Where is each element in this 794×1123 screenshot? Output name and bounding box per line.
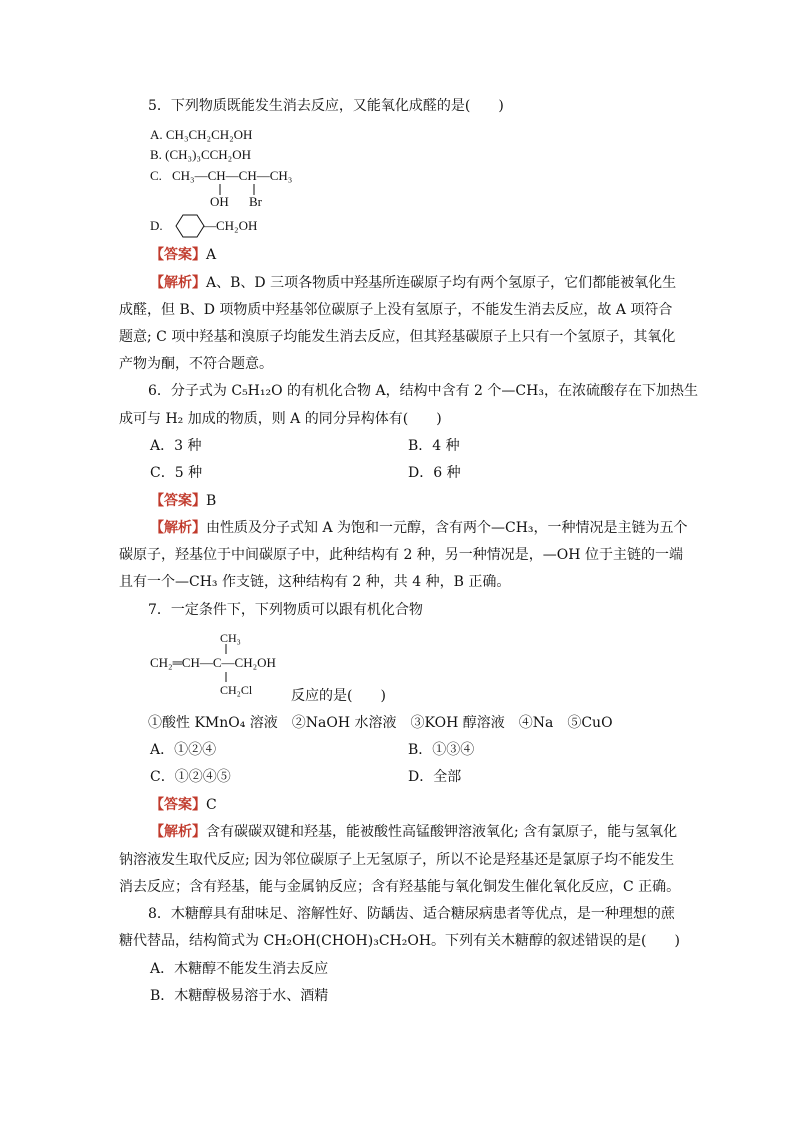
- q5-explanation-line-4: 产物为酮，不符合题意。: [119, 356, 273, 372]
- explanation-tag: 【解析】: [150, 520, 206, 536]
- q6-option-d: D．6 种: [408, 465, 461, 481]
- q6-explanation-line-2: 碳原子，羟基位于中间碳原子中，此种结构有 2 种，另一种情况是，—OH 位于主链的一端: [119, 547, 683, 563]
- q6-explanation-line-3: 且有一个—CH₃ 作支链，这种结构有 2 种，共 4 种，B 正确。: [119, 574, 511, 590]
- q8-option-b: B．木糖醇极易溶于水、酒精: [150, 988, 329, 1004]
- q7-option-b: B．①③④: [408, 742, 475, 758]
- q6-option-b: B．4 种: [408, 438, 460, 454]
- explanation-tag: 【解析】: [150, 275, 206, 291]
- q5-option-a: A. CH₃CH₂CH₂OH: [150, 127, 253, 142]
- q5-option-b: B. (CH₃)₃CCH₂OH: [150, 147, 251, 162]
- q7-stem: 7．一定条件下，下列物质可以跟有机化合物: [148, 602, 423, 618]
- q5-answer: [150, 245, 216, 265]
- explanation-tag: 【解析】: [150, 824, 206, 840]
- q7-option-d: D．全部: [408, 769, 462, 785]
- answer-value: A: [206, 247, 217, 263]
- q8-option-a: A．木糖醇不能发生消去反应: [150, 961, 329, 977]
- q7-explanation-line-1: [150, 822, 677, 842]
- q7-stem-tail: 反应的是( ): [291, 688, 386, 704]
- q5-option-c-br: Br: [249, 194, 262, 209]
- q5-explanation-line-2: 成醛，但 B、D 项物质中羟基邻位碳原子上没有氢原子，不能发生消去反应，故 A 项符合: [119, 302, 673, 318]
- q6-stem-line-1: 6．分子式为 C₅H₁₂O 的有机化合物 A，结构中含有 2 个—CH₃，在浓硫酸存在下加热生: [148, 383, 698, 399]
- explanation-text: 由性质及分子式知 A 为饱和一元醇，含有两个—CH₃，一种情况是主链为五个: [206, 520, 688, 536]
- q6-answer: [150, 491, 216, 511]
- q6-explanation-line-1: [150, 518, 688, 538]
- q5-option-d-substituent: —CH₂OH: [203, 218, 258, 233]
- q6-stem-line-2: 成可与 H₂ 加成的物质，则 A 的同分异构体有( ): [119, 411, 442, 427]
- q5-option-c-oh: OH: [210, 194, 229, 209]
- answer-tag: 【答案】: [150, 797, 206, 813]
- q8-stem-line-1: 8．木糖醇具有甜味足、溶解性好、防龋齿、适合糖尿病患者等优点，是一种理想的蔗: [148, 906, 675, 922]
- q7-structure-main: CH₂═CH—C—CH₂OH: [150, 655, 276, 670]
- explanation-text: A、B、D 三项各物质中羟基所连碳原子均有两个氢原子，它们都能被氧化生: [206, 275, 677, 291]
- q7-option-a: A．①②④: [150, 742, 217, 758]
- q5-stem: 5．下列物质既能发生消去反应，又能氧化成醛的是( ): [148, 98, 504, 114]
- q7-answer: [150, 795, 217, 815]
- q7-structure-top: CH₃: [220, 631, 241, 645]
- q7-reagent-list: ①酸性 KMnO₄ 溶液 ②NaOH 水溶液 ③KOH 醇溶液 ④Na ⑤CuO: [148, 715, 613, 731]
- explanation-text: 含有碳碳双键和羟基，能被酸性高锰酸钾溶液氧化; 含有氯原子，能与氢氧化: [206, 824, 678, 840]
- answer-tag: 【答案】: [150, 247, 206, 263]
- q8-stem-line-2: 糖代替品，结构简式为 CH₂OH(CHOH)₃CH₂OH。下列有关木糖醇的叙述错误的是( ): [119, 933, 680, 949]
- q5-explanation-line-3: 题意; C 项中羟基和溴原子均能发生消去反应，但其羟基碳原子上只有一个氢原子，其氧化: [119, 329, 676, 345]
- q5-option-c-formula: CH₃—CH—CH—CH₃: [172, 168, 293, 183]
- q7-option-c: C．①②④⑤: [150, 769, 231, 785]
- answer-tag: 【答案】: [150, 493, 206, 509]
- q5-option-c-label: C.: [150, 168, 162, 183]
- answer-value: B: [206, 493, 217, 509]
- q7-explanation-line-3: 消去反应；含有羟基，能与金属钠反应；含有羟基能与氧化铜发生催化氧化反应，C 正确。: [119, 879, 681, 895]
- answer-value: C: [206, 797, 217, 813]
- q7-explanation-line-2: 钠溶液发生取代反应; 因为邻位碳原子上无氢原子，所以不论是羟基还是氯原子均不能发生: [119, 852, 675, 868]
- q5-option-d-label: D.: [150, 218, 163, 233]
- q7-structure-bottom: CH₂Cl: [220, 683, 253, 697]
- q5-explanation-line-1: [150, 273, 676, 293]
- q6-option-a: A．3 种: [150, 438, 202, 454]
- q6-option-c: C．5 种: [150, 465, 203, 481]
